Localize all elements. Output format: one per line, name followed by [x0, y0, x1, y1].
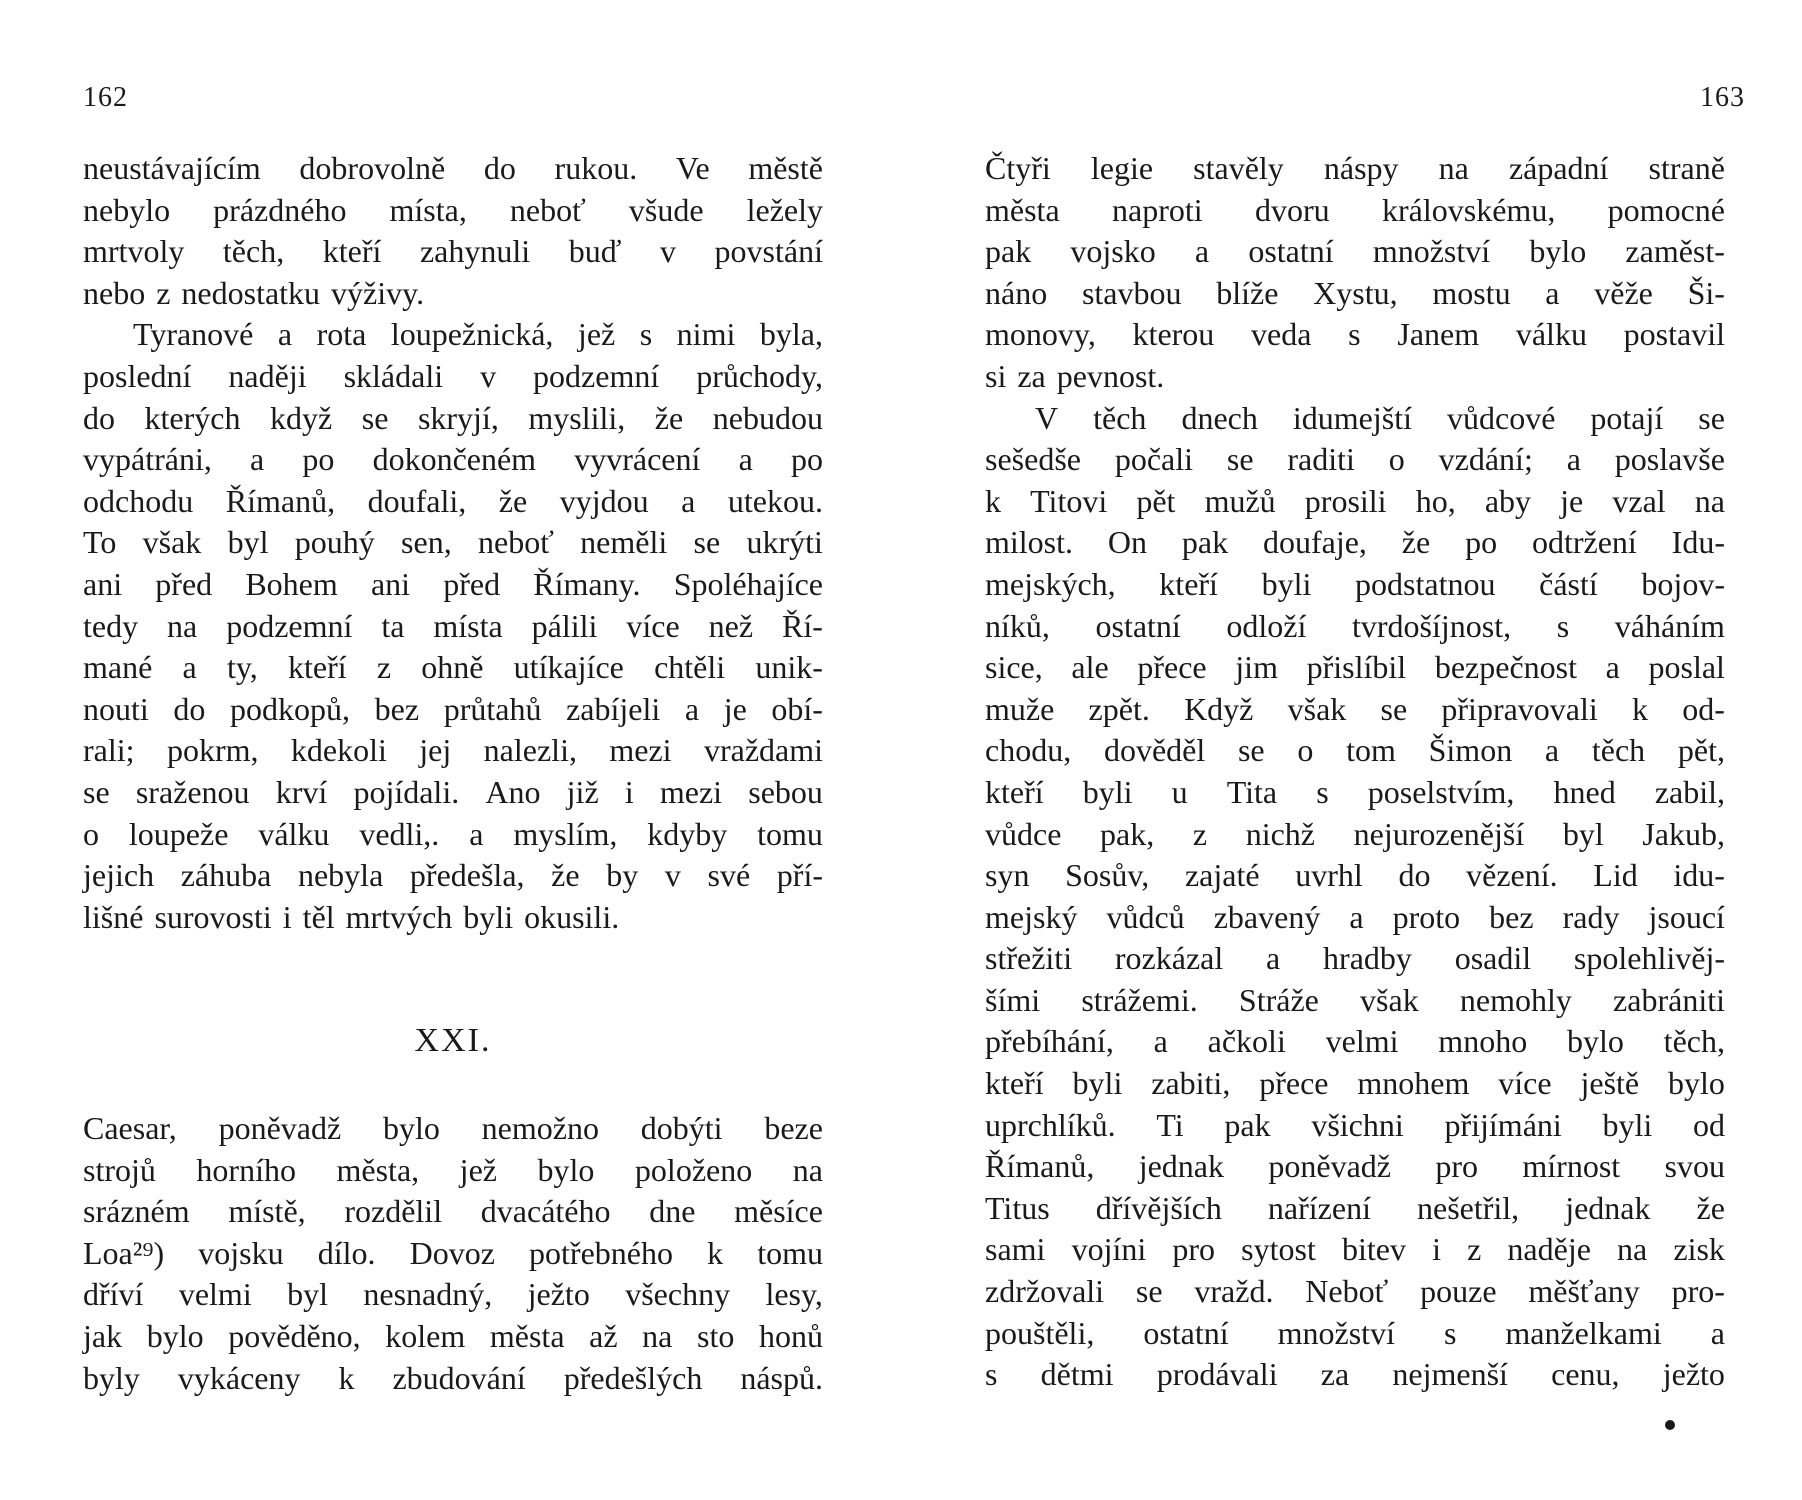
text-line: To však byl pouhý sen, neboť neměli se ukrýti — [83, 524, 823, 561]
text-line: strojů horního města, jež bylo položeno na — [83, 1151, 823, 1188]
bullet-mark — [1665, 1420, 1675, 1430]
page-number: 162 — [83, 82, 128, 113]
text-line: neustávajícím dobrovolně do rukou. Ve městě — [83, 150, 823, 186]
text-line: mané a ty, kteří z ohně utíkajíce chtěli unik- — [83, 649, 823, 686]
text-line: o loupeže válku vedli,. a myslím, kdyby tomu — [83, 815, 823, 852]
text-line: chodu, dověděl se o tom Šimon a těch pět, — [985, 732, 1725, 769]
text-line: s dětmi prodávali za nejmenší cenu, ježto — [985, 1356, 1725, 1393]
text-line: jak bylo pověděno, kolem města až na sto honů — [83, 1317, 823, 1354]
text-line: odchodu Římanů, doufali, že vyjdou a utekou. — [83, 482, 823, 519]
text-line: vypátráni, a po dokončeném vyvrácení a po — [83, 441, 823, 478]
text-line: se sraženou krví pojídali. Ano již i mezi sebou — [83, 773, 823, 810]
text-line: rali; pokrm, kdekoli jej nalezli, mezi vraždami — [83, 732, 823, 769]
text-line: uprchlíků. Ti pak všichni přijímáni byli od — [985, 1106, 1725, 1143]
text-line: města naproti dvoru královskému, pomocné — [985, 191, 1725, 228]
text-line: níků, ostatní odloží tvrdošíjnost, s váháním — [985, 607, 1725, 644]
text-block — [83, 148, 823, 938]
text-line: dříví velmi byl nesnadný, ježto všechny lesy, — [83, 1276, 823, 1313]
text-block — [83, 1108, 823, 1399]
text-line: Tyranové a rota loupežnická, jež s nimi byla, — [133, 316, 823, 353]
text-line: monovy, kterou veda s Janem válku postavil — [985, 316, 1725, 353]
text-line: nebo z nedostatku výživy. — [83, 274, 425, 311]
text-line: sami vojíni pro sytost bitev i z naděje na zisk — [985, 1231, 1725, 1268]
text-line: poslední naději skládali v podzemní průchody, — [83, 357, 823, 394]
text-line: šími strážemi. Stráže však nemohly zabrániti — [985, 981, 1725, 1018]
text-block — [985, 148, 1725, 1396]
text-line: kteří byli u Tita s poselstvím, hned zabil, — [985, 773, 1725, 810]
text-line: k Titovi pět mužů prosili ho, aby je vzal na — [985, 482, 1725, 519]
text-line: mejských, kteří byli podstatnou částí bojov- — [985, 565, 1725, 602]
text-line: tedy na podzemní ta místa pálili více než Ří- — [83, 607, 823, 644]
text-line: ani před Bohem ani před Římany. Spoléhajíce — [83, 565, 823, 602]
right-page — [985, 0, 1745, 1500]
text-line: zdržovali se vražd. Neboť pouze měšťany pro- — [985, 1273, 1725, 1310]
text-line: náno stavbou blíže Xystu, mostu a věže Ši- — [985, 274, 1725, 311]
text-line: přebíhání, a ačkoli velmi mnoho bylo těch, — [985, 1023, 1725, 1060]
text-line: Římanů, jednak poněvadž pro mírnost svou — [985, 1148, 1725, 1185]
text-line: mejský vůdců zbavený a proto bez rady jsoucí — [985, 898, 1725, 935]
text-line: vůdce pak, z nichž nejurozenější byl Jakub, — [985, 815, 1725, 852]
text-line: pak vojsko a ostatní množství bylo zaměst- — [985, 233, 1725, 270]
text-line: Loa²⁹) vojsku dílo. Dovoz potřebného k tomu — [83, 1234, 823, 1271]
text-line: pouštěli, ostatní množství s manželkami a — [985, 1314, 1725, 1351]
text-line: V těch dnech idumejští vůdcové potají se — [1035, 399, 1725, 436]
text-line: byly vykáceny k zbudování předešlých náspů. — [83, 1359, 823, 1396]
text-line: sice, ale přece jim přislíbil bezpečnost a poslal — [985, 649, 1725, 686]
text-line: syn Sosův, zajaté uvrhl do vězení. Lid idu- — [985, 857, 1725, 894]
text-line: Čtyři legie stavěly náspy na západní straně — [985, 150, 1725, 186]
text-line: Titus dřívějších nařízení nešetřil, jednak že — [985, 1189, 1725, 1226]
text-line: do kterých když se skryjí, myslili, že nebudou — [83, 399, 823, 436]
text-line: milost. On pak doufaje, že po odtržení Idu- — [985, 524, 1725, 561]
text-line: nebylo prázdného místa, neboť všude ležely — [83, 191, 823, 228]
text-line: si za pevnost. — [985, 357, 1165, 394]
text-line: mrtvoly těch, kteří zahynuli buď v povstání — [83, 233, 823, 270]
text-line: jejich záhuba nebyla předešla, že by v své pří- — [83, 857, 823, 894]
left-page — [83, 0, 843, 1500]
text-line: srázném místě, rozdělil dvacátého dne měsíce — [83, 1193, 823, 1230]
text-line: střežiti rozkázal a hradby osadil spolehlivěj- — [985, 940, 1725, 977]
text-line: nouti do podkopů, bez průtahů zabíjeli a je obí- — [83, 690, 823, 727]
text-line: lišné surovosti i těl mrtvých byli okusili. — [83, 898, 620, 935]
text-line: kteří byli zabiti, přece mnohem více ještě bylo — [985, 1065, 1725, 1102]
chapter-heading: XXI. — [414, 1022, 492, 1059]
text-line: Caesar, poněvadž bylo nemožno dobýti beze — [83, 1110, 823, 1146]
page-number: 163 — [1700, 82, 1745, 113]
text-line: sešedše počali se raditi o vzdání; a poslavše — [985, 441, 1725, 478]
text-line: muže zpět. Když však se připravovali k od- — [985, 690, 1725, 727]
